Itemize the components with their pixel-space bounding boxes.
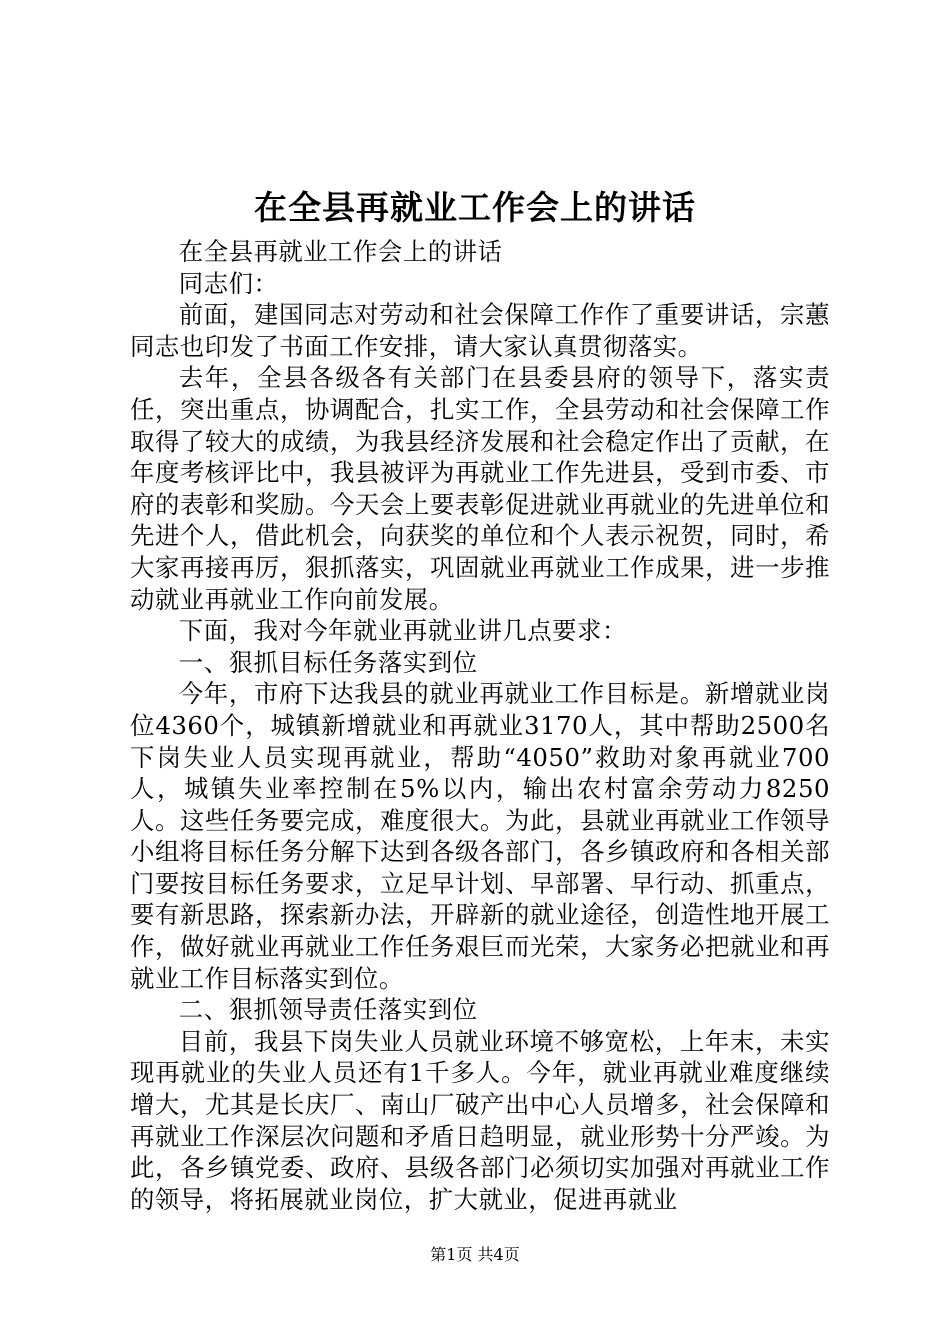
paragraph: 去年，全县各级各有关部门在县委县府的领导下，落实责任，突出重点，协调配合，扎实工作，全县劳动和社会保障工作取得了较大的成绩，为我县经济发展和社会稳定作出了贡献，在年度考核评比中，我县被评为再就业工作先进县，受到市委、市府的表彰和奖励。今天会上要表彰促进就业再就业的先进单位和先进个人，借此机会，向获奖的单位和个人表示祝贺，同时，希大家再接再厉，狠抓落实，巩固就业再就业工作成果，进一步推动就业再就业工作向前发展。 [130,363,830,614]
paragraph-salutation: 同志们： [178,268,279,298]
page-footer: 第1页 共4页 [430,1245,520,1264]
document-body [130,236,830,1215]
document-title: 在全县再就业工作会上的讲话 [254,188,696,227]
section-heading: 二、狠抓领导责任落实到位 [178,995,478,1025]
section-heading: 一、狠抓目标任务落实到位 [178,647,478,677]
paragraph: 今年，市府下达我县的就业再就业工作目标是。新增就业岗位4360个，城镇新增就业和再就业3170人，其中帮助2500名下岗失业人员实现再就业，帮助“4050”救助对象再就业700人，城镇失业率控制在5%以内，输出农村富余劳动力8250人。这些任务要完成，难度很大。为此，县就业再就业工作领导小组将目标任务分解下达到各级各部门，各乡镇政府和各相关部门要按目标任务要求，立足早计划、早部署、早行动、抓重点，要有新思路，探索新办法，开辟新的就业途径，创造性地开展工作，做好就业再就业工作任务艰巨而光荣，大家务必把就业和再就业工作目标落实到位。 [130,679,830,993]
paragraph: 目前，我县下岗失业人员就业环境不够宽松，上年末，未实现再就业的失业人员还有1千多人。今年，就业再就业难度继续增大，尤其是长庆厂、南山厂破产出中心人员增多，社会保障和再就业工作深层次问题和矛盾日趋明显，就业形势十分严竣。为此，各乡镇党委、政府、县级各部门必须切实加强对再就业工作的领导，将拓展就业岗位，扩大就业，促进再就业 [130,1026,830,1214]
paragraph: 前面，建国同志对劳动和社会保障工作作了重要讲话，宗蕙同志也印发了书面工作安排，请大家认真贯彻落实。 [130,300,830,361]
paragraph-subtitle: 在全县再就业工作会上的讲话 [178,237,503,266]
paragraph: 下面，我对今年就业再就业讲几点要求： [178,616,627,646]
